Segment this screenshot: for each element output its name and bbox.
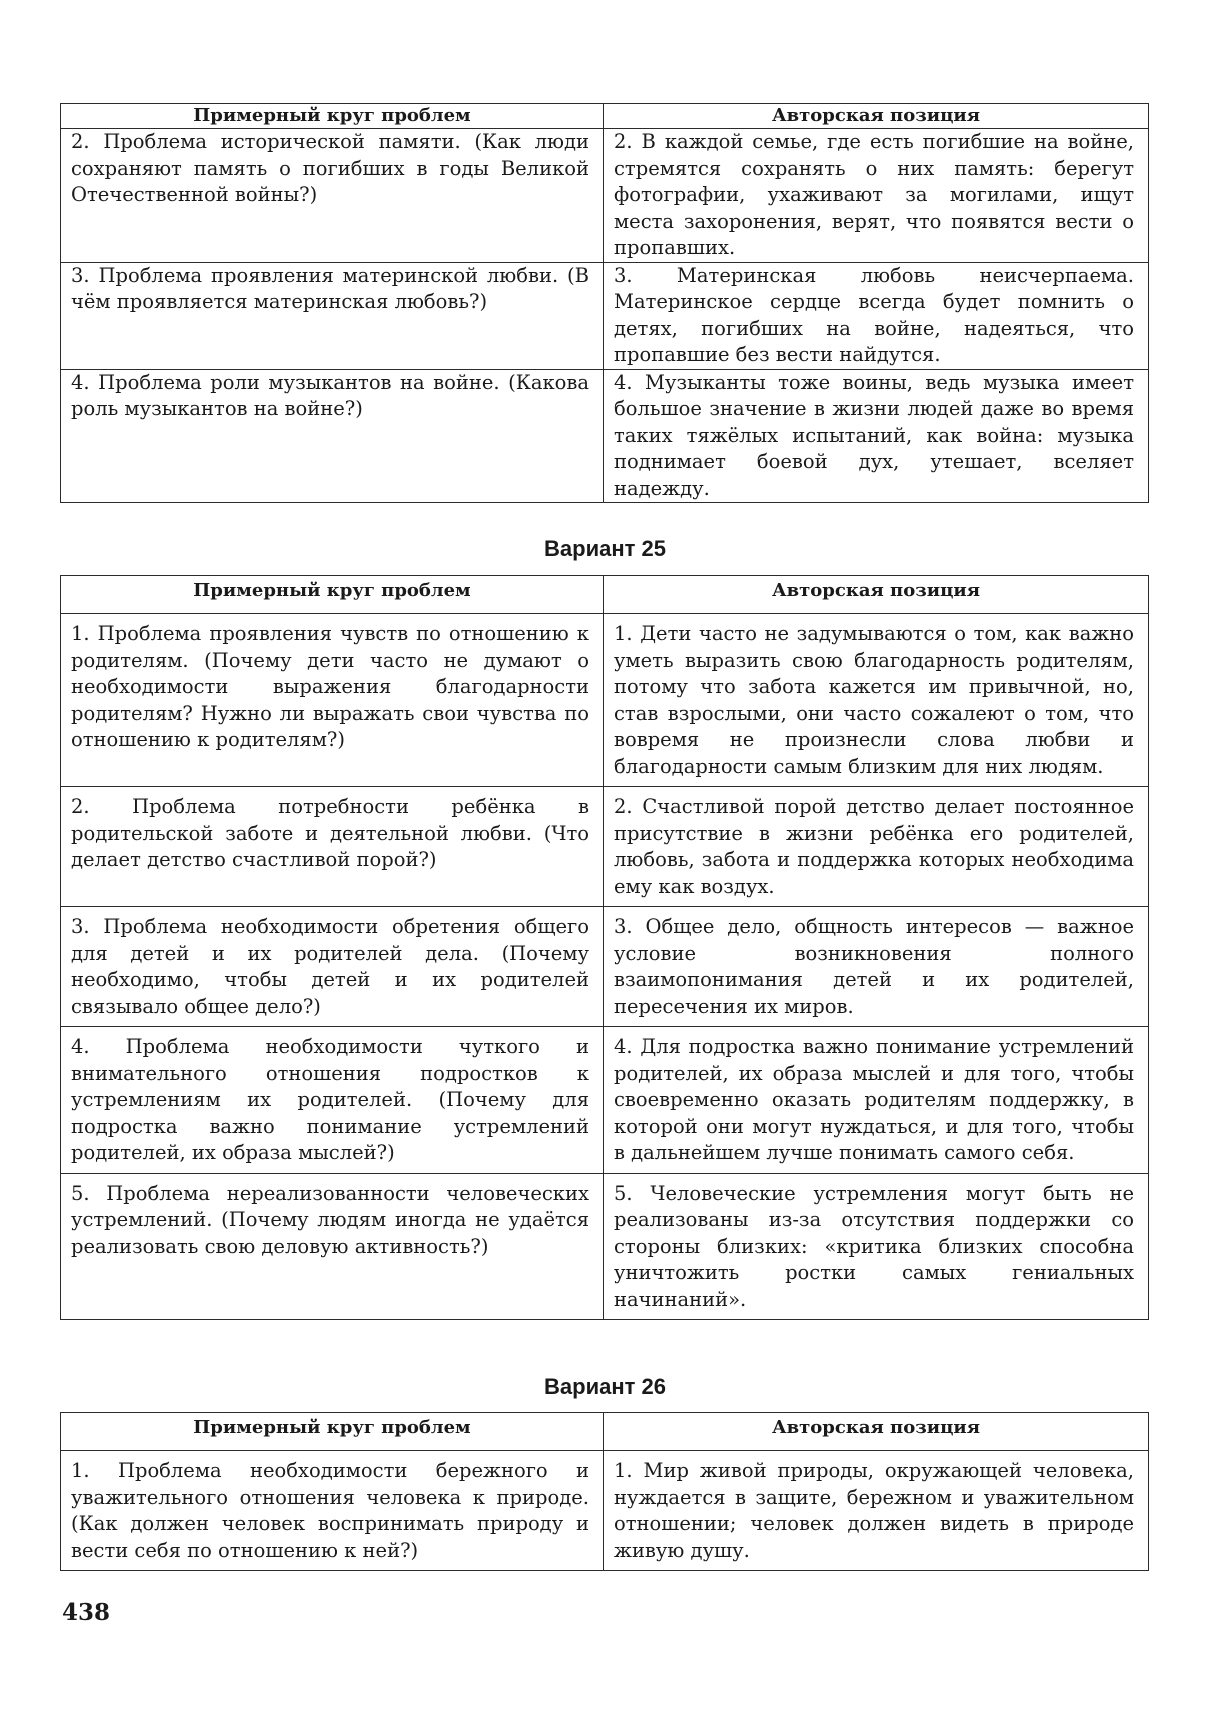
table-header-row xyxy=(61,576,1149,614)
position-cell: 2. В каждой семье, где есть погибшие на войне, стремятся сохранять о них память: берегут фотографии, ухаживают за могилами, ищут места захоронения, верят, что появятся вести о пропавших. xyxy=(604,129,1149,263)
column-header-problems: Примерный круг проблем xyxy=(61,104,604,129)
position-cell: 1. Дети часто не задумываются о том, как важно уметь выразить свою благодарность родителям, потому что забота кажется им привычной, но, став взрослыми, они часто сожалеют о том, что вовремя не произнесли слова любви и благодарности самым близким для них людям. xyxy=(604,614,1149,787)
table-previous-variant xyxy=(60,103,1149,503)
position-cell: 1. Мир живой природы, окружающей человека, нуждается в защите, бережном и уважительном отношении; человек должен видеть в природе живую душу. xyxy=(604,1451,1149,1571)
problem-cell: 1. Проблема необходимости бережного и уважительного отношения человека к природе. (Как должен человек воспринимать природу и вести себя по отношению к ней?) xyxy=(61,1451,604,1571)
table-row xyxy=(61,614,1149,787)
table-row xyxy=(61,369,1149,503)
position-cell: 2. Счастливой порой детство делает постоянное присутствие в жизни ребёнка его родителей, любовь, забота и поддержка которых необходима ему как воздух. xyxy=(604,787,1149,907)
problem-cell: 5. Проблема нереализованности человеческих устремлений. (Почему людям иногда не удаётся реализовать свою деловую активность?) xyxy=(61,1173,604,1320)
column-header-problems: Примерный круг проблем xyxy=(61,576,604,614)
position-cell: 3. Материнская любовь неисчерпаема. Материнское сердце всегда будет помнить о детях, погибших на войне, надеяться, что пропавшие без вести найдутся. xyxy=(604,262,1149,369)
table-row xyxy=(61,1027,1149,1174)
table-row xyxy=(61,907,1149,1027)
position-cell: 3. Общее дело, общность интересов — важное условие возникновения полного взаимопонимания детей и их родителей, пересечения их миров. xyxy=(604,907,1149,1027)
table-header-row xyxy=(61,104,1149,129)
table-row xyxy=(61,1173,1149,1320)
variant-25-title: Вариант 25 xyxy=(544,536,666,561)
table-row xyxy=(61,1451,1149,1571)
position-cell: 4. Музыканты тоже воины, ведь музыка имеет большое значение в жизни людей даже во время таких тяжёлых испытаний, как война: музыка поднимает боевой дух, утешает, вселяет надежду. xyxy=(604,369,1149,503)
problem-cell: 2. Проблема исторической памяти. (Как люди сохраняют память о погибших в годы Великой Отечественной войны?) xyxy=(61,129,604,263)
problem-cell: 2. Проблема потребности ребёнка в родительской заботе и деятельной любви. (Что делает детство счастливой порой?) xyxy=(61,787,604,907)
column-header-author-position: Авторская позиция xyxy=(604,1413,1149,1451)
table-variant-26 xyxy=(60,1412,1149,1571)
position-cell: 4. Для подростка важно понимание устремлений родителей, их образа мыслей и для того, чтобы своевременно оказать родителям поддержку, в которой они могут нуждаться, и для того, чтобы в дальнейшем лучше понимать самого себя. xyxy=(604,1027,1149,1174)
table-row xyxy=(61,262,1149,369)
problem-cell: 4. Проблема необходимости чуткого и внимательного отношения подростков к устремлениям их родителей. (Почему для подростка важно понимание устремлений родителей, их образа мыслей?) xyxy=(61,1027,604,1174)
table-header-row xyxy=(61,1413,1149,1451)
page-number: 438 xyxy=(62,1599,111,1626)
problem-cell: 3. Проблема проявления материнской любви. (В чём проявляется материнская любовь?) xyxy=(61,262,604,369)
column-header-author-position: Авторская позиция xyxy=(604,104,1149,129)
position-cell: 5. Человеческие устремления могут быть не реализованы из-за отсутствия поддержки со стороны близких: «критика близких способна уничтожить ростки самых гениальных начинаний». xyxy=(604,1173,1149,1320)
variant-26-title: Вариант 26 xyxy=(544,1374,666,1399)
table-row xyxy=(61,129,1149,263)
problem-cell: 4. Проблема роли музыкантов на войне. (Какова роль музыкантов на войне?) xyxy=(61,369,604,503)
table-row xyxy=(61,787,1149,907)
table-variant-25 xyxy=(60,575,1149,1320)
problem-cell: 3. Проблема необходимости обретения общего для детей и их родителей дела. (Почему необходимо, чтобы детей и их родителей связывало общее дело?) xyxy=(61,907,604,1027)
column-header-problems: Примерный круг проблем xyxy=(61,1413,604,1451)
problem-cell: 1. Проблема проявления чувств по отношению к родителям. (Почему дети часто не думают о необходимости выражения благодарности родителям? Нужно ли выражать свои чувства по отношению к родителям?) xyxy=(61,614,604,787)
column-header-author-position: Авторская позиция xyxy=(604,576,1149,614)
